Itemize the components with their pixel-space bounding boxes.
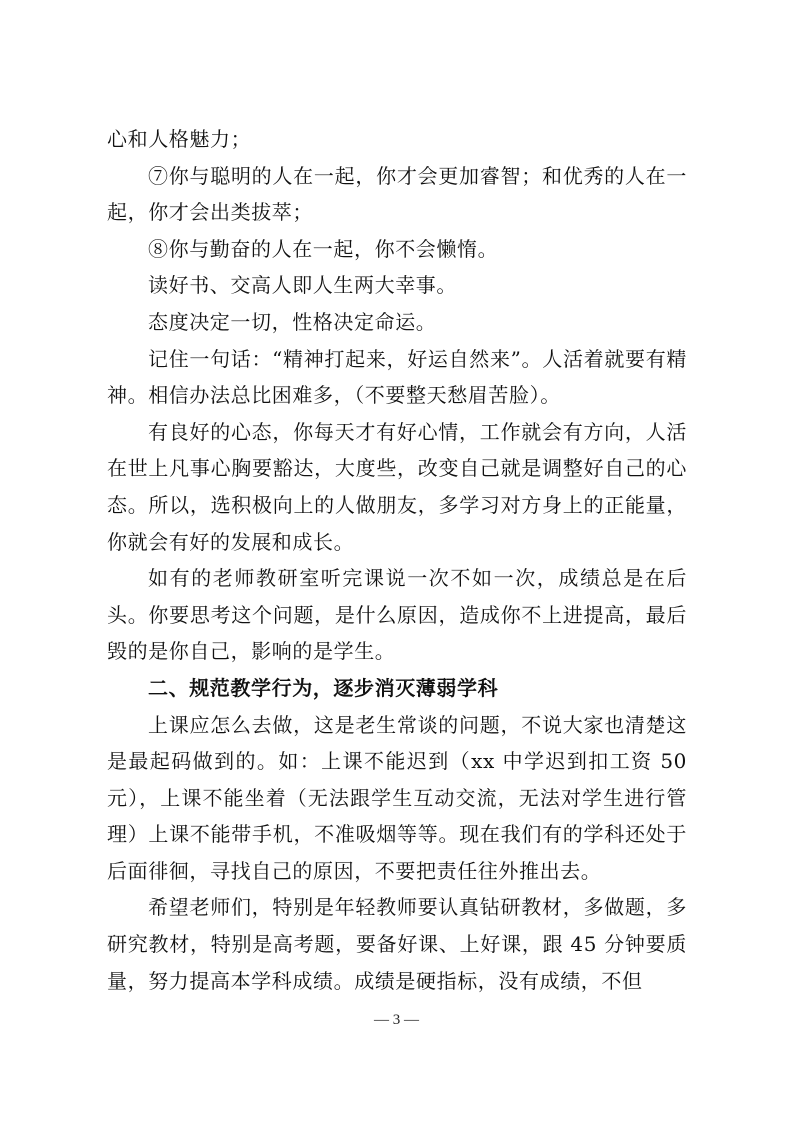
body-text [107, 121, 687, 999]
paragraph-3: ⑧你与勤奋的人在一起，你不会懒惰。 [148, 236, 499, 261]
paragraph-9: 上课应怎么去做，这是老生常谈的问题，不说大家也清楚这是最起码做到的。如：上课不能迟到（xx 中学迟到扣工资 50 元），上课不能坐着（无法跟学生互动交流，无法对学生进行管理）上课不能带手机，不准吸烟等等。现在我们有的学科还处于后面徘徊，寻找自己的原因，不要把责任往外推出去。 [107, 712, 687, 883]
page-number: — 3 — [374, 1012, 419, 1028]
paragraph-8: 如有的老师教研室听完课说一次不如一次，成绩总是在后头。你要思考这个问题，是什么原因，造成你不上进提高，最后毁的是你自己，影响的是学生。 [107, 566, 687, 664]
section-heading: 二、规范教学行为，逐步消灭薄弱学科 [148, 675, 499, 700]
paragraph-10: 希望老师们，特别是年轻教师要认真钻研教材，多做题，多研究教材，特别是高考题，要备好课、上好课，跟 45 分钟要质量，努力提高本学科成绩。成绩是硬指标，没有成绩，不但 [107, 895, 687, 993]
paragraph-7: 有良好的心态，你每天才有好心情，工作就会有方向，人活在世上凡事心胸要豁达，大度些，改变自己就是调整好自己的心态。所以，选积极向上的人做朋友，多学习对方身上的正能量，你就会有好的发展和成长。 [107, 419, 687, 554]
paragraph-1: 心和人格魅力； [107, 127, 252, 151]
paragraph-6: 记住一句话：“精神打起来，好运自然来”。人活着就要有精神。相信办法总比困难多，（不要整天愁眉苦脸）。 [107, 346, 687, 408]
paragraph-2: ⑦你与聪明的人在一起，你才会更加睿智；和优秀的人在一起，你才会出类拔萃； [107, 163, 687, 225]
paragraph-4: 读好书、交高人即人生两大幸事。 [148, 273, 457, 298]
paragraph-5: 态度决定一切，性格决定命运。 [148, 309, 437, 334]
